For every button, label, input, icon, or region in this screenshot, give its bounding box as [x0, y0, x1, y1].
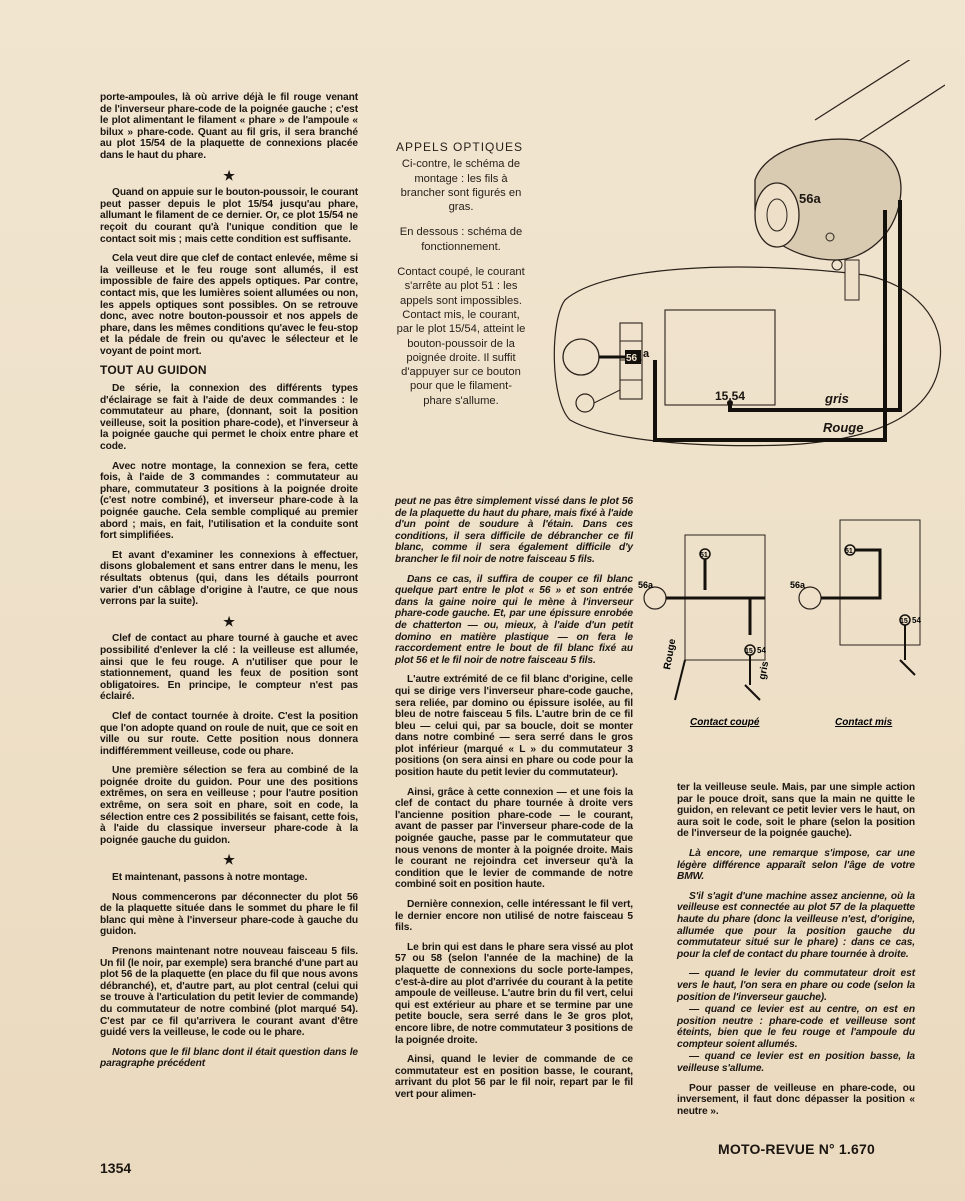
- paragraph: Le brin qui est dans le phare sera vissé au plot 57 ou 58 (selon l'année de la machine) de la plaquette de connexions du socle porte-lampes, c'est-à-dire au plot d'arrivée du courant à la petite ampoule de veilleuse. L'autre brin du fil vert, celui qui est extérieur au phare et se termine par une petite boucle, sera serré dans le 3e gros plot, encore libre, de notre commutateur 3 positions de la poignée droite.: [395, 941, 633, 1046]
- caption-contact-mis: Contact mis: [835, 717, 893, 728]
- section-heading: TOUT AU GUIDON: [100, 363, 207, 378]
- paragraph: Ainsi, grâce à cette connexion — et une fois la clef de contact du phare tournée à droite vers l'ancienne position phare-code — le courant, avant de passer par l'inverseur phare-code de la poignée gauche, passe par le commutateur que nous venons de monter à la poignée droite. Mais le courant ne rejoindra cet inverseur qu'à la condition que le levier de commande de notre combiné soit en position haute.: [395, 786, 633, 891]
- list-item: — quand le levier du commutateur droit est vers le haut, l'on sera en phare ou code (selon la position de l'inverseur gauche).: [677, 968, 915, 1003]
- section-star: ★: [223, 852, 235, 868]
- list-item: — quand ce levier est au centre, on est en position neutre : phare-code et veilleuse sont éteints, bien que le feu rouge et l'ampoule du compteur soient allumés.: [677, 1004, 915, 1050]
- label-rouge: Rouge: [823, 420, 864, 435]
- paragraph: peut ne pas être simplement vissé dans le plot 56 de la plaquette du haut du phare, mais fixé à l'aide d'un point de soudure à l'étain. Dans ces conditions, il sera difficile de débrancher ce fil blanc, comme il sera également difficile d'y brancher le fil noir de notre faisceau 5 fils.: [395, 496, 633, 565]
- svg-text:gris: gris: [757, 660, 772, 681]
- caption-text: Contact coupé, le courant s'arrête au plot 51 : les appels sont impossibles.: [397, 266, 525, 307]
- svg-text:51: 51: [845, 548, 853, 555]
- svg-text:Rouge: Rouge: [662, 637, 679, 671]
- paragraph: S'il s'agit d'une machine assez ancienne, où la veilleuse est connectée au plot 57 de la plaquette haute du phare (donc la veilleuse n'est, d'origine, allumée que pour la position gauche du commutateur situé sur le phare) : dans ce cas, pour la clef de contact du phare tournée à droite.: [677, 890, 915, 960]
- label-56: 56: [626, 353, 638, 364]
- paragraph: Et maintenant, passons à notre montage.: [112, 872, 308, 884]
- bulb-icon: [799, 587, 821, 609]
- switch-housing: [755, 139, 901, 300]
- caption-text: Contact mis, le courant, par le plot 15/54, atteint le bouton-poussoir de la poignée droite. Il suffit d'appuyer sur ce bouton pour que le filament-phare s'allume.: [396, 308, 526, 407]
- article-column-2: [395, 496, 633, 1109]
- svg-text:15: 15: [745, 648, 753, 655]
- article-column-3: [677, 782, 915, 1125]
- label-15-54: 15.54: [715, 389, 746, 403]
- paragraph: Cela veut dire que clef de contact enlevée, même si la veilleuse et le feu rouge sont allumés, il est impossible de faire des appels optiques. Par contre, contact mis, que les lumières soient allumées ou non, les appels optiques sont possibles. On se retrouve donc, avec notre bouton-poussoir et nos appels de phare, dans les mêmes conditions qu'avec le feu-stop et la pédale de frein ou qu'avec le sélecteur et le voyant de point mort.: [100, 253, 358, 357]
- caption-text: Ci-contre, le schéma de montage : les fils à brancher sont figurés en gras.: [400, 158, 522, 214]
- paragraph: Quand on appuie sur le bouton-poussoir, le courant peut passer depuis le plot 15/54 jusqu'au phare, allumant le filament de ce dernier. Or, ce plot 15/54 ne reçoit du courant qu'à l'unique condition que le contact soit mis ; mais cette condition est suffisante.: [100, 187, 358, 245]
- bulb-icon: [644, 587, 666, 609]
- section-star: ★: [223, 167, 235, 183]
- paragraph: Une première sélection se fera au combiné de la poignée droite du guidon. Pour une des positions extrêmes, on sera en veilleuse ; pour l'autre position extrême, on sera soit en phare, soit en code, la sélection entre ces 2 possibilités se faisant, cette fois, à l'aide du classique inverseur phare-code à la poignée gauche du guidon.: [100, 765, 358, 846]
- paragraph: Nous commencerons par déconnecter du plot 56 de la plaquette située dans le sommet du phare le fil blanc qui mène à l'inverseur phare-code à gauche du guidon.: [100, 891, 358, 938]
- paragraph: porte-ampoules, là où arrive déjà le fil rouge venant de l'inverseur phare-code de la poignée gauche ; c'est le plot alimentant le filament « phare » de l'ampoule « bilux » phare-code. Quant au fil gris, il sera branché au plot 15/54 de la plaquette de connexions placée dans le haut du phare.: [100, 92, 358, 161]
- svg-text:56a: 56a: [790, 580, 806, 590]
- figure-caption: [396, 140, 526, 419]
- svg-text:15: 15: [900, 618, 908, 625]
- wiring-diagram-mounting: [545, 60, 945, 460]
- magazine-title: MOTO-REVUE N° 1.670: [718, 1141, 875, 1157]
- paragraph: De série, la connexion des différents types d'éclairage se fait à l'aide de deux commandes : le commutateur au phare, (donnant, soit la position veilleuse, soit la position phare-code), et l'inverseur à la poignée gauche qui permet le choix entre phare et code.: [100, 383, 358, 453]
- paragraph: Et avant d'examiner les connexions à effectuer, disons globalement et sans entrer dans le menu, les résultats obtenus (qui, dans les détails pourront varier d'un câblage d'origine à l'autre, ce que nous verrons par la suite).: [100, 549, 358, 608]
- label-a: a: [643, 348, 650, 360]
- main-bulb-icon: [563, 339, 599, 375]
- caption-contact-coupe: Contact coupé: [690, 717, 760, 728]
- paragraph: L'autre extrémité de ce fil blanc d'origine, celle qui se dirige vers l'inverseur phare-code gauche, sera reliée, par domino ou épissure isolée, au fil bleu de notre faisceau 5 fils. L'autre brin de ce fil bleu — celui qui, par sa boucle, doit se monter dans notre combiné — sera serré dans le gros plot inférieur (marqué « L » du commutateur 3 positions (on sera ainsi en phare ou code pour la position haute du petit levier du commutateur).: [395, 674, 633, 779]
- label-56a: 56a: [799, 191, 821, 206]
- handlebar: [815, 60, 925, 120]
- svg-text:51: 51: [700, 552, 708, 559]
- paragraph: Dans ce cas, il suffira de couper ce fil blanc quelque part entre le plot « 56 » et son entrée dans la gaine noire qui le mène à l'inverseur phare-code gauche. Et, par une épissure enrobée de chatterton — ou, mieux, à l'aide d'un petit domino en matière plastique — on fera le raccordement entre le bout de fil blanc fixé au plot 56 et le fil noir de notre faisceau 5 fils.: [395, 573, 633, 666]
- paragraph: Dernière connexion, celle intéressant le fil vert, le dernier encore non utilisé de notre faisceau 5 fils.: [395, 899, 633, 934]
- svg-text:54: 54: [912, 616, 921, 625]
- paragraph: Prenons maintenant notre nouveau faisceau 5 fils. Un fil (le noir, par exemple) sera branché d'une part au plot 56 de la plaquette (en place du fil que nous avons débranché), et, d'autre part, au plot central (celui qui se trouve à l'articulation du petit levier de commande) du commutateur de notre combiné (plot marqué 54). C'est par ce fil qu'arrivera le courant avant d'être guidé vers la veilleuse, le code ou le phare.: [100, 946, 358, 1039]
- paragraph: Clef de contact au phare tourné à gauche et avec possibilité d'enlever la clé : la veilleuse est allumée, ainsi que le feu rouge. A n'utiliser que pour le stationnement, quand les feux de position sont obligatoires. En principe, le compteur n'est pas éclairé.: [100, 633, 358, 703]
- paragraph: Avec notre montage, la connexion se fera, cette fois, à l'aide de 3 commandes : commutateur au phare, commutateur 3 positions à la poignée droite (c'est notre combiné), et inverseur phare-code à la poignée gauche. Cela semble compliqué au premier abord ; mais, en fait, l'utilisation et la conduite sont fort simplifiées.: [100, 460, 358, 542]
- pilot-bulb-icon: [576, 394, 594, 412]
- diagram-contact-coupe: [638, 535, 771, 728]
- paragraph: Clef de contact tournée à droite. C'est la position que l'on adopte quand on roule de nuit, que ce soit en ville ou sur route. Cette position nous donnera indifféremment veilleuse, code ou phare.: [100, 710, 358, 757]
- paragraph: Notons que le fil blanc dont il était question dans le paragraphe précédent: [100, 1046, 358, 1070]
- diagram-contact-mis: [790, 520, 921, 728]
- article-column-1: [100, 92, 358, 1078]
- section-star: ★: [223, 613, 235, 629]
- paragraph: ter la veilleuse seule. Mais, par une simple action par le pouce droit, sans que la main ne quitte le guidon, en relevant ce petit levier vers le haut, on aura soit le code, soit le phare (selon la position de l'inverseur de la poignée gauche).: [677, 782, 915, 840]
- wiring-diagram-operation: [630, 510, 930, 740]
- svg-text:54: 54: [757, 646, 766, 655]
- paragraph: Là encore, une remarque s'impose, car une légère différence apparaît selon l'âge de votre BMW.: [677, 847, 915, 883]
- label-gris: gris: [825, 391, 849, 406]
- paragraph: Ainsi, quand le levier de commande de ce commutateur est en position basse, le courant, arrivant du plot 56 par le fil noir, repart par le fil vert pour alimen-: [395, 1054, 633, 1100]
- caption-text: En dessous : schéma de fonctionnement.: [399, 226, 523, 253]
- list-item: — quand ce levier est en position basse, la veilleuse s'allume.: [677, 1051, 915, 1075]
- paragraph: Pour passer de veilleuse en phare-code, ou inversement, il faut donc dépasser la position « neutre ».: [677, 1082, 915, 1117]
- page-number: 1354: [100, 1160, 132, 1176]
- caption-title: APPELS OPTIQUES: [396, 140, 524, 154]
- svg-text:56a: 56a: [638, 580, 654, 590]
